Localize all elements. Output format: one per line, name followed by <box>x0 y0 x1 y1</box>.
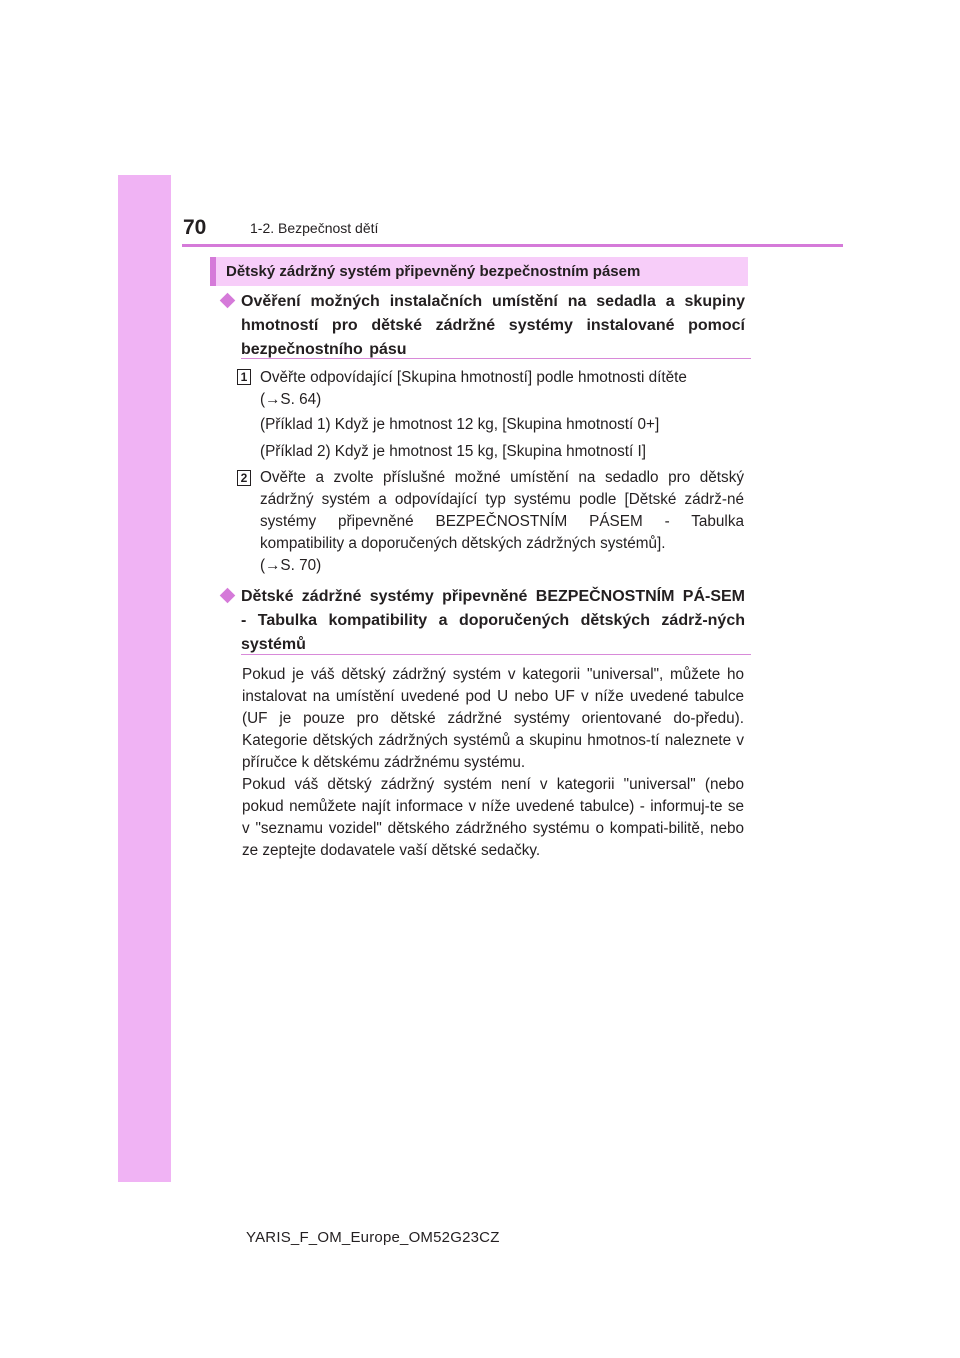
subsection-heading-1 <box>220 290 745 362</box>
side-tab-bar <box>118 175 171 1182</box>
step-2-text: Ověřte a zvolte příslušné možné umístění na sedadlo pro dětský zádržný systém a odpovídající typ systému podle [Dětské zádrž-né systémy připevněné BEZPEČNOSTNÍM PÁSEM - Tabulka kompatibility a doporučených dětských zádržných systémů]. <box>260 469 744 552</box>
step-number-badge: 2 <box>237 470 251 486</box>
section-header-band <box>210 257 748 286</box>
header-rule <box>182 244 843 247</box>
step-2-reference: (→S. 70) <box>260 557 322 574</box>
subsection-heading-text: Ověření možných instalačních umístění na sedadla a skupiny hmotností pro dětské zádržné systémy instalované pomocí bezpečnostního pásu <box>241 293 745 358</box>
section-header-title: Dětský zádržný systém připevněný bezpečnostním pásem <box>226 263 641 280</box>
subsection-heading-text: Dětské zádržné systémy připevněné BEZPEČNOSTNÍM PÁ-SEM - Tabulka kompatibility a doporučených dětských zádrž-ných systémů <box>241 588 745 653</box>
paragraph-1: Pokud je váš dětský zádržný systém v kategorii "universal", můžete ho instalovat na umístění uvedené pod U nebo UF v níže uvedené tabulce (UF je pouze pro dětské zádržné systémy orientované do-předu). Kategorie dětských zádržných systémů a skupinu hmotnos-tí naleznete v příručce k dětskému zádržnému systému. <box>242 666 744 771</box>
diamond-bullet-icon <box>220 293 236 309</box>
diamond-bullet-icon <box>220 588 236 604</box>
step-1-example-2: (Příklad 2) Když je hmotnost 15 kg, [Skupina hmotností I] <box>260 443 647 460</box>
chapter-title: 1-2. Bezpečnost dětí <box>250 220 379 236</box>
paragraph-2: Pokud váš dětský zádržný systém není v kategorii "universal" (nebo pokud nemůžete najít informace v níže uvedené tabulce) - informuj-te se v "seznamu vozidel" dětského zádržného systému o kompati-bilitě, nebo ze zeptejte dodavatele vaší dětské sedačky. <box>242 776 744 859</box>
subsection-rule <box>241 654 751 655</box>
subsection-rule <box>241 358 751 359</box>
step-number-badge: 1 <box>237 369 251 385</box>
step-1-text: Ověřte odpovídající [Skupina hmotností] podle hmotnosti dítěte <box>260 369 687 386</box>
page-number: 70 <box>183 216 207 239</box>
step-1-reference: (→S. 64) <box>260 391 322 408</box>
document-code-footer: YARIS_F_OM_Europe_OM52G23CZ <box>246 1229 500 1246</box>
step-1-example-1: (Příklad 1) Když je hmotnost 12 kg, [Skupina hmotností 0+] <box>260 416 660 433</box>
subsection-heading-2 <box>220 585 745 657</box>
